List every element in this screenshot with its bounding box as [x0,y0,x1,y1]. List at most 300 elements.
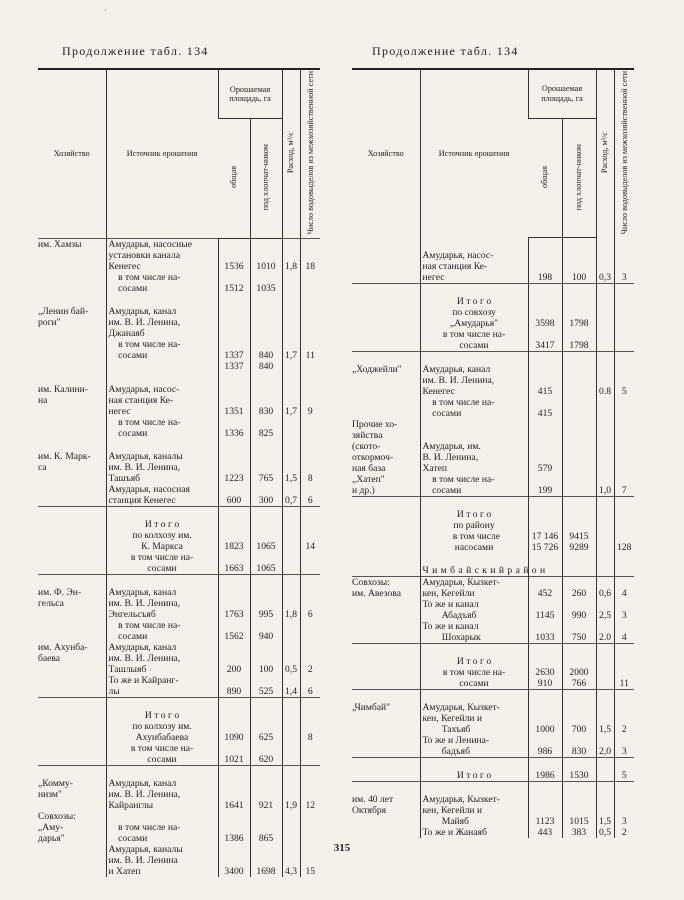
cotton-cell: 1530 [562,770,596,782]
total-cell: 1386 [218,811,250,844]
farm-cell [38,710,106,743]
farm-cell [352,770,420,782]
spacer-cell [250,294,282,306]
table-row [38,519,320,552]
total-label-cell: И т о г о в том числе на- сосами [420,656,528,690]
farm-cell [352,296,420,329]
flow-cell [596,509,614,553]
source-cell: То же и канал Шохарык [420,621,528,644]
total-cell: 17 146 15 726 [528,509,562,553]
source-cell: Амударья, каналы им. В. И. Ленина и Хатеп [106,844,218,877]
cotton-cell: 830 [562,735,596,758]
table-row [352,565,634,577]
corner-mark: ˇ [104,8,107,17]
table-row [38,306,320,339]
table-row [38,811,320,844]
table-row [38,272,320,294]
table-row [38,642,320,675]
spacer-cell [528,758,562,771]
spacer-cell [352,284,420,297]
farm-cell: Совхозы: им. Авезова [352,577,420,600]
spacer-cell [282,506,300,519]
source-cell: Амударья, Кызкет- кен, Кегейли [420,577,528,600]
spacer-cell [218,294,250,306]
cotton-cell: 300 [250,484,282,507]
farm-cell [38,743,106,766]
right-table-body [352,238,634,839]
outlets-cell [614,329,634,352]
source-cell: в том числе на- сосами [106,339,218,361]
outlets-cell [300,272,320,294]
row-spacer [38,697,320,710]
flow-cell: 0,5 [282,642,300,675]
spacer-cell [562,758,596,771]
table-row [38,484,320,507]
source-cell: То же и Ленина- бадъяб [420,735,528,758]
outlets-cell: 3 2 [614,794,634,838]
table-row [38,620,320,642]
total-cell: 3400 [218,844,250,877]
spacer-cell [250,506,282,519]
row-spacer [38,574,320,587]
row-spacer [38,765,320,778]
header-farm: Хозяйство [38,69,106,238]
outlets-cell: 2 [300,642,320,675]
cotton-cell: 825 [250,417,282,439]
spacer-cell [528,352,562,365]
header-cotton: под хлопчат-ником [562,118,596,238]
spacer-cell [218,765,250,778]
table-row [38,675,320,698]
flow-cell: 1,9 [282,778,300,811]
row-spacer [352,352,634,365]
outlets-cell: 4 [614,577,634,600]
total-cell: 890 [218,675,250,698]
header-flow: Расход, м³/с [596,69,614,238]
outlets-cell: 6 [300,484,320,507]
source-cell: в том числе на- сосами [106,417,218,439]
cotton-cell: 840 [250,361,282,372]
outlets-cell: 8 [300,451,320,484]
spacer-cell [528,284,562,297]
spacer-cell [562,553,596,565]
outlets-cell: 6 [300,587,320,620]
spacer-cell [614,644,634,657]
header-source: Источник орошения [106,69,218,238]
farm-cell [352,250,420,284]
spacer-cell [38,574,106,587]
farm-cell [38,620,106,642]
farm-cell [38,552,106,575]
page-number: 315 [333,842,351,854]
spacer-cell [614,782,634,795]
flow-cell: 1,5 0,5 [596,794,614,838]
cotton-cell: 620 [250,743,282,766]
spacer-cell [352,644,420,657]
farm-cell [352,599,420,621]
spacer-cell [282,574,300,587]
spacer-cell [562,690,596,703]
table-row [38,587,320,620]
total-label-cell: И т о г о по колхозу им. Ахунбабаева [106,710,218,743]
farm-cell [352,565,420,577]
cotton-cell [562,419,596,497]
header-total: общая [218,119,250,239]
farm-cell: им. К. Марк- са [38,450,91,473]
cotton-cell: 1698 [250,844,282,877]
row-spacer [38,439,320,451]
farm-cell: им. 40 лет Октября [352,794,394,817]
spacer-cell [614,690,634,703]
table-row [38,552,320,575]
row-spacer [352,553,634,565]
table-row [352,770,634,782]
total-cell: 452 [528,577,562,600]
outlets-cell: 11 [300,339,320,361]
spacer-cell [106,765,218,778]
spacer-cell [300,439,320,451]
left-table-column [38,68,320,877]
cotton-cell: 260 [562,577,596,600]
cotton-cell: 625 [250,710,282,743]
header-outlets: Число водовыделов из межхозяйственной сети [614,69,634,238]
table-row [352,656,634,690]
spacer-cell [614,497,634,510]
left-table [38,68,320,877]
cotton-cell: 1035 [250,272,282,294]
outlets-cell: 5 [614,770,634,782]
outlets-cell [614,397,634,419]
source-cell: Амударья, насос- ная станция Ке- негес [420,250,528,284]
spacer-cell [352,782,420,795]
total-cell: 200 [218,642,250,675]
row-spacer [352,690,634,703]
total-label-cell: в том числе на- сосами [106,552,218,575]
total-cell: 600 [218,484,250,507]
table-row [352,250,634,284]
row-spacer [352,644,634,657]
flow-cell: 4,3 [282,844,300,877]
spacer-cell [562,644,596,657]
total-cell: 1663 [218,552,250,575]
spacer-cell [528,238,562,251]
table-row [352,735,634,758]
farm-cell: им. Ф. Эн- гельса [38,586,82,609]
spacer-cell [420,238,528,251]
spacer-cell [218,574,250,587]
spacer-cell [38,372,106,384]
flow-cell: 1,7 [282,384,300,417]
spacer-cell [596,644,614,657]
cotton-cell: 100 [250,642,282,675]
total-cell: 986 [528,735,562,758]
outlets-cell: 2 [614,702,634,735]
cotton-cell: 1010 [250,238,282,272]
flow-cell [282,306,300,339]
flow-cell [596,770,614,782]
flow-cell: 1,8 [282,587,300,620]
total-cell: 3417 [528,329,562,352]
flow-cell: 0,7 [282,484,300,507]
spacer-cell [282,765,300,778]
row-spacer [352,238,634,251]
farm-cell [38,417,106,439]
spacer-cell [218,506,250,519]
total-cell [218,306,250,339]
spacer-cell [282,294,300,306]
spacer-cell [250,372,282,384]
spacer-cell [596,497,614,510]
cotton-cell: 840 [250,339,282,361]
flow-cell: 2,5 [596,599,614,621]
spacer-cell [614,758,634,771]
cotton-cell: 1798 [562,296,596,329]
table-row [352,296,634,329]
farm-cell [38,339,106,361]
source-cell: в том числе на- сосами [420,397,528,419]
row-spacer [352,497,634,510]
total-label-cell: в том числе на- сосами [106,743,218,766]
outlets-cell: 5 [614,364,634,397]
farm-cell [38,361,106,372]
spacer-cell [420,758,528,771]
table-row [352,702,634,735]
header-flow: Расход, м³/с [282,69,300,238]
outlets-cell [300,306,320,339]
total-cell: 579 199 [528,419,562,497]
flow-cell [282,743,300,766]
row-spacer [352,284,634,297]
table-row [38,778,320,811]
cotton-cell: 1065 [250,552,282,575]
spacer-cell [352,758,420,771]
spacer-cell [528,497,562,510]
spacer-cell [420,284,528,297]
outlets-cell: 12 [300,778,320,811]
cotton-cell: 750 [562,621,596,644]
total-label-cell: в том числе на- сосами [420,329,528,352]
flow-cell [282,710,300,743]
spacer-cell [420,497,528,510]
row-spacer [38,294,320,306]
outlets-cell: 7 [614,419,634,497]
spacer-cell [282,439,300,451]
farm-cell: Совхозы: „Аму- дарья" [38,810,76,844]
farm-cell: им. Калини- на [38,383,89,406]
spacer-cell [596,758,614,771]
total-cell: 1336 [218,417,250,439]
cotton-cell: 940 [250,620,282,642]
flow-cell [596,397,614,419]
farm-cell: Прочие хо- зяйства (ското- откормоч- ная база „Хатеп" и др.) [352,419,398,497]
spacer-cell [352,497,420,510]
spacer-cell [218,697,250,710]
farm-cell [352,329,420,352]
source-cell: Амударья, Кызкет- кен, Кегейли и Майяб То же и Жанаяб [420,794,528,838]
total-label-cell: И т о г о по району в том числе насосами [420,509,528,553]
spacer-cell [218,439,250,451]
spacer-cell [282,372,300,384]
spacer-cell [352,238,420,251]
spacer-cell [420,644,528,657]
flow-cell [282,361,300,372]
right-table-title: Продолжение табл. 134 [372,44,519,58]
cotton-cell [562,565,596,577]
farm-cell [38,272,106,294]
outlets-cell: 8 [300,710,320,743]
spacer-cell [218,372,250,384]
table-row [38,339,320,361]
outlets-cell [614,565,634,577]
flow-cell [596,565,614,577]
spacer-cell [528,644,562,657]
header-source: Источник орошения [420,69,528,238]
total-cell: 415 [528,364,562,397]
row-spacer [38,506,320,519]
source-cell: Амударья, канал им. В. И. Ленина, Кайранглы [106,778,218,811]
flow-cell: 0.8 [596,364,614,397]
spacer-cell [300,294,320,306]
spacer-cell [106,294,218,306]
flow-cell [282,620,300,642]
header-area: Орошаемая площадь, га [218,69,282,119]
outlets-cell: 9 [300,384,320,417]
flow-cell: 0,3 [596,250,614,284]
total-cell: 1090 [218,710,250,743]
spacer-cell [352,553,420,565]
source-cell: Амударья, канал им. В. И. Ленина, Кенегес [420,364,528,397]
outlets-cell [300,417,320,439]
table-row [38,710,320,743]
spacer-cell [596,238,614,251]
flow-cell: 0,6 [596,577,614,600]
farm-cell [352,735,420,758]
flow-cell: 2.0 [596,621,614,644]
total-label-cell: И т о г о [420,770,528,782]
total-cell: 1512 [218,272,250,294]
outlets-cell [300,620,320,642]
spacer-cell [562,284,596,297]
spacer-cell [596,782,614,795]
total-cell: 1641 [218,778,250,811]
outlets-cell: 18 [300,238,320,272]
table-row [352,329,634,352]
spacer-cell [528,782,562,795]
spacer-cell [420,553,528,565]
source-cell: Амударья, канал им. В. И. Ленина, Ташлыяб [106,642,218,675]
spacer-cell [420,352,528,365]
source-cell: Амударья, канал им. В. И. Ленина, Джанаяб [106,306,218,339]
total-cell: 1337 [218,361,250,372]
header-outlets: Число водовыделов из межхозяйственной сети [300,69,320,238]
total-cell: 198 [528,250,562,284]
outlets-cell: 15 [300,844,320,877]
spacer-cell [352,352,420,365]
table-row [352,621,634,644]
spacer-cell [614,352,634,365]
table-row [38,743,320,766]
spacer-cell [282,697,300,710]
spacer-cell [300,506,320,519]
spacer-cell [106,506,218,519]
outlets-cell [614,296,634,329]
header-area: Орошаемая площадь, га [528,69,596,118]
flow-cell [596,656,614,690]
outlets-cell [300,361,320,372]
table-row [352,509,634,553]
table-row [352,419,634,497]
cotton-cell: 865 [250,811,282,844]
table-row [38,361,320,372]
total-cell: 1351 [218,384,250,417]
flow-cell: 1,5 [596,702,614,735]
row-spacer [38,372,320,384]
farm-cell: „Чимбай" [352,702,391,714]
cotton-cell: 921 [250,778,282,811]
spacer-cell [528,553,562,565]
spacer-cell [106,697,218,710]
cotton-cell [562,397,596,419]
flow-cell [282,552,300,575]
row-spacer [352,758,634,771]
source-cell: Амударья, Кызкет- кен, Кегейли и Тахъяб [420,702,528,735]
source-cell: в том числе на- сосами [106,272,218,294]
spacer-cell [614,238,634,251]
outlets-cell: 3 [614,250,634,284]
spacer-cell [300,697,320,710]
right-table [352,68,634,838]
spacer-cell [300,765,320,778]
source-cell: Амударья, канал им. В. И. Ленина, Энгельсъяб [106,587,218,620]
source-cell: в том числе на- сосами [106,811,218,844]
spacer-cell [596,553,614,565]
flow-cell: 1,8 [282,238,300,272]
table-row [352,599,634,621]
flow-cell: 1,0 [596,419,614,497]
source-cell: в том числе на- сосами [106,620,218,642]
source-cell: Амударья, каналы им. В. И. Ленина, Ташъяб [106,451,218,484]
source-cell: То же и Кайранг- лы [106,675,218,698]
district-heading: Ч и м б а й с к и й р а й о н [420,565,528,577]
cotton-cell: 700 [562,702,596,735]
farm-cell: „Ходжейли" [352,364,402,376]
flow-cell [282,519,300,552]
spacer-cell [250,439,282,451]
outlets-cell: 3 [614,599,634,621]
farm-cell [352,656,420,690]
flow-cell [596,296,614,329]
spacer-cell [250,765,282,778]
cotton-cell: 100 [562,250,596,284]
farm-cell: им. Хамзы [38,238,106,272]
total-label-cell: И т о г о по колхозу им. К. Маркса [106,519,218,552]
cotton-cell: 1015 383 [562,794,596,838]
spacer-cell [352,690,420,703]
cotton-cell: 1798 [562,329,596,352]
farm-cell: „Комму- низм" [38,777,73,800]
flow-cell [282,417,300,439]
spacer-cell [38,294,106,306]
total-cell: 1145 [528,599,562,621]
total-cell: 1986 [528,770,562,782]
spacer-cell [562,497,596,510]
source-cell: Амударья, насосная станция Кенегес [106,484,218,507]
spacer-cell [38,697,106,710]
total-cell: 1021 [218,743,250,766]
total-cell: 1033 [528,621,562,644]
total-cell: 1000 [528,702,562,735]
spacer-cell [562,782,596,795]
